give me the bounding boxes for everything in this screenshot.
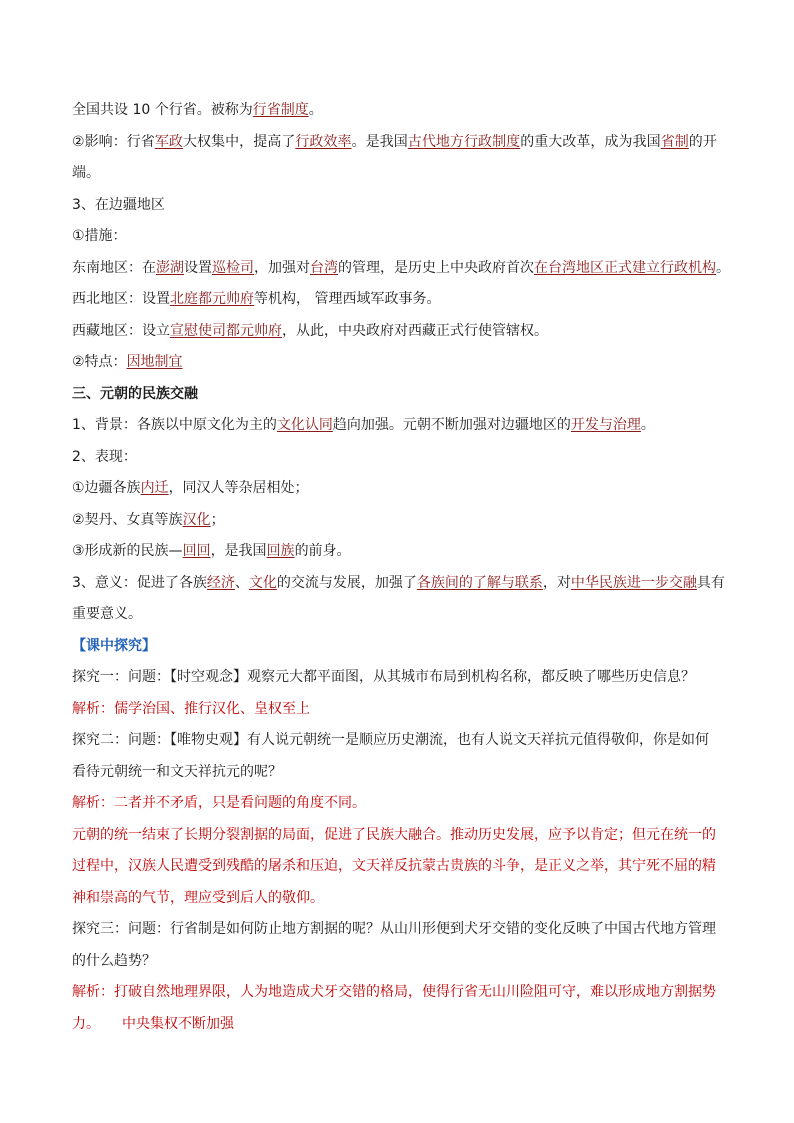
answer-blank: 北庭都元帅府: [170, 291, 254, 307]
text: 。是我国: [351, 133, 408, 150]
text: ①边疆各族: [72, 480, 141, 496]
answer-blank: 宣慰使司都元帅府: [170, 322, 282, 339]
answer-blank: 汉化: [182, 511, 211, 528]
answer-blank: 开发与治理: [570, 417, 641, 433]
answer-blank: 因地制宜: [126, 354, 183, 370]
text: ②特点：: [72, 354, 127, 370]
text: 东南地区：在: [72, 259, 156, 276]
answer-2-line-1: 元朝的统一结束了长期分裂割据的局面，促进了民族大融合。推动历史发展，应予以肯定；但元在统一的: [72, 826, 716, 843]
answer-3-cont: [72, 1014, 724, 1034]
text: 。: [716, 259, 730, 276]
answer-blank: 台湾: [310, 259, 338, 276]
document-page: [72, 100, 730, 1045]
text: 3、意义：促进了各族: [72, 574, 207, 591]
answer-blank: 行省制度: [252, 102, 309, 118]
line-manifestation: 2、表现：: [72, 448, 137, 465]
text: 。: [640, 417, 655, 433]
text: ，是我国: [210, 543, 267, 559]
line-measures: ①措施：: [72, 228, 127, 244]
answer-blank: 巡检司: [212, 259, 254, 276]
question-2-cont: 看待元朝统一和文天祥抗元的呢？: [72, 763, 282, 780]
text: ③形成新的民族—: [72, 543, 183, 559]
line-province-count: [72, 100, 724, 120]
text: 趋向加强。元朝不断加强对边疆地区的: [332, 417, 571, 433]
question-1: 探究一：问题：【时空观念】观察元大都平面图，从其城市布局到机构名称，都反映了哪些历史信息？: [72, 669, 695, 685]
answer-blank: 古代地方行政制度: [407, 133, 521, 150]
text: ，从此，中央政府对西藏正式行使管辖权。: [282, 322, 548, 339]
text: 西藏地区：设立: [72, 322, 170, 339]
answer-blank: 行政效率: [295, 133, 352, 150]
answer-2-line-2: 过程中，汉族人民遭受到残酷的屠杀和压迫，文天祥反抗蒙古贵族的斗争，是正义之举，其宁死不屈的精: [72, 858, 716, 874]
text: 等机构， 管理西域军政事务。: [254, 291, 441, 307]
answer-blank: 经济: [206, 574, 235, 591]
answer-blank: 内迁: [140, 480, 169, 496]
answer-1: 解析：儒学治国、推行汉化、皇权至上: [72, 700, 310, 717]
text: ②契丹、女真等族: [72, 511, 183, 528]
text: 力。: [72, 1015, 100, 1032]
line-significance: [72, 573, 724, 593]
answer-2-line-3: 神和崇高的气节，理应受到后人的敬仰。: [72, 889, 324, 906]
text: 全国共设 10 个行省。被称为: [72, 102, 253, 118]
answer-3: 解析：打破自然地理界限，人为地造成犬牙交错的格局，使得行省无山川险阻可守，难以形成地方割据势: [72, 984, 716, 1000]
text: ②影响：行省: [72, 133, 155, 150]
line-influence: [72, 132, 724, 152]
answer-blank: 澎湖: [156, 259, 184, 276]
text: 、: [234, 574, 249, 591]
text: 。: [308, 102, 323, 118]
text: 设置: [184, 259, 212, 276]
text: 的交流与发展，加强了: [276, 574, 417, 591]
answer-blank: 省制: [660, 133, 689, 150]
line-sinicization: [72, 510, 724, 530]
text: 具有: [696, 574, 725, 591]
text: 的前身。: [294, 543, 351, 559]
line-significance-cont: 重要意义。: [72, 606, 142, 622]
section-heading-inquiry: 【课中探究】: [72, 637, 156, 654]
section-heading-ethnic: 三、元朝的民族交融: [72, 385, 198, 402]
answer-blank: 文化: [248, 574, 277, 591]
line-hui: [72, 541, 724, 561]
question-3-cont: 的什么趋势？: [72, 952, 156, 969]
answer-blank: 文化认同: [276, 417, 333, 433]
text: ，对: [542, 574, 571, 591]
text: 中央集权不断加强: [122, 1015, 234, 1032]
text: ；: [210, 511, 225, 528]
line-northwest: [72, 289, 724, 309]
answer-blank: 各族间的了解与联系: [416, 574, 543, 591]
text: ，加强对: [254, 259, 310, 276]
line-background: [72, 415, 724, 435]
text: 的管理，是历史上中央政府首次: [338, 259, 534, 276]
answer-2: 解析：二者并不矛盾，只是看问题的角度不同。: [72, 795, 366, 811]
text: 大权集中，提高了: [182, 133, 296, 150]
line-influence-cont: 端。: [72, 165, 100, 181]
line-southeast: [72, 258, 730, 278]
question-2: 探究二：问题：【唯物史观】有人说元朝统一是顺应历史潮流，也有人说文天祥抗元值得敬仰，你是如何: [72, 732, 709, 748]
answer-blank: 军政: [154, 133, 183, 150]
answer-blank: 回族: [266, 543, 295, 559]
answer-blank: 回回: [182, 543, 211, 559]
text: 西北地区：设置: [72, 291, 170, 307]
line-tibet: [72, 321, 724, 341]
line-migration: [72, 478, 724, 498]
answer-blank: 中华民族进一步交融: [570, 574, 697, 591]
text: 的开: [688, 133, 717, 150]
text: 1、背景：各族以中原文化为主的: [72, 417, 277, 433]
line-frontier-heading: 3、在边疆地区: [72, 196, 165, 213]
answer-blank: 在台湾地区正式建立行政机构: [534, 259, 716, 276]
text: ，同汉人等杂居相处；: [168, 480, 309, 496]
question-3: 探究三：问题：行省制是如何防止地方割据的呢？从山川形便到犬牙交错的变化反映了中国古代地方管理: [72, 921, 716, 937]
line-feature: [72, 352, 724, 372]
text: 的重大改革，成为我国: [520, 133, 661, 150]
